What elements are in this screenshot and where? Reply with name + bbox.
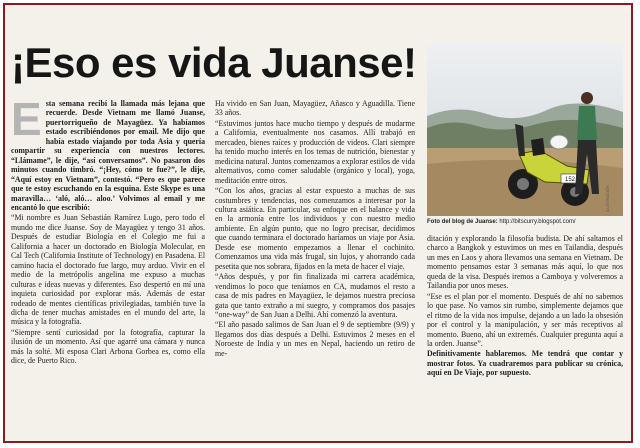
caption-url[interactable]: http://bitscurry.blogspot.com/ <box>499 219 576 225</box>
body-paragraph: “El año pasado salimos de San Juan el 9 de septiembre (9/9) y llegamos dos días después a Delhi. Estuvimos 2 meses en el Noroeste de India y un mes en Nepal, haciendo un retiro de me- <box>215 320 415 358</box>
article-column-2 <box>215 99 415 359</box>
intro-paragraph <box>11 93 205 212</box>
closing-paragraph: Definitivamente hablaremos. Me tendrá que contar y mostrar fotos. Ya cuadraremos para publicar su crónica, aquí en De Viaje, por supuesto. <box>427 349 623 378</box>
headline: ¡Eso es vida Juanse! <box>11 39 417 86</box>
article-column-3 <box>427 234 623 379</box>
body-paragraph: “Años después, y por fin finalizada mi carrera académica, vendimos lo poco que teníamos en CA, mudamos el resto a casa de mis padres en Mayagüez, le dejamos nuestra preciosa gata que tanto extraño a mi suegro, y compramos dos pasajes “one-way” de San Juan a Delhi. Ahí comenzó la aventura. <box>215 272 415 319</box>
body-paragraph: ditación y explorando la filosofía budista. De ahí saltamos el charco a Bangkok y estuvimos un mes en Tailandia, después un mes en Laos y ahora llevamos una semana en Vietnam. De momento pensamos estar 3 semanas más aquí, lo que nos queda de la visa. Después iremos a Camboya y volveremos a Tailandia por unos meses. <box>427 234 623 291</box>
caption-label: Foto del blog de Juanse: <box>427 219 498 225</box>
person-shirt <box>577 106 597 140</box>
body-paragraph: “Estuvimos juntos hace mucho tiempo y después de mudarme a California, eventualmente nos casamos. Allí trabajó en mercadeo, bienes raíces y producción de videos. Clari siempre ha tenido mucho interés en los temas de nutrición, bienestar y medicina natural. Juntos comenzamos a explorar estilos de vida alternativos, como comer saludable (orgánico y local), yoga, meditación entre otros. <box>215 118 415 185</box>
body-paragraph: “Siempre sentí curiosidad por la fotografía, capturar la ilusión de un momento. Así que agarré una cámara y nunca más la solté. Mi esposa Clari Arbona Gorbea es, como ella dice, de Puerto Rico. <box>11 327 205 366</box>
body-paragraph: “Ese es el plan por el momento. Después de ahí no sabemos lo que pase. No vamos sin rumbo, simplemente dejamos que el ritmo de la vida nos impulse, dejando a un lado la obsesión por el control y la manipulación, y ser más receptivos al momento. Bueno, ahí un extremés. Cualquier pregunta aquí a la orden. Juanse”. <box>427 291 623 348</box>
scooter-seat <box>531 138 545 156</box>
article-photo <box>427 44 623 216</box>
article-column-1 <box>11 93 205 367</box>
drop-cap: E <box>11 93 42 145</box>
body-paragraph: “Con los años, gracias al estar expuesto a muchas de sus costumbres y tendencias, nos comenzamos a interesar por la cultura asiática. En particular, su enfoque en el balance y vida en la armonía entre los individuos y con nuestro medio ambiente. En algún punto, que no logro precisar, decidimos que cuando terminara el doctorado haríamos un viaje por Asia. Desde ese momento empezamos a llenar el cochinito. Comenzamos una vida más frugal, sin lujos, y ahorrando cada pesetita que nos sobrara, fijados en la meta de hacer el viaje. <box>215 186 415 271</box>
person-head <box>581 92 593 104</box>
body-paragraph: Ha vivido en San Juan, Mayagüez, Añasco y Aguadilla. Tiene 33 años. <box>215 99 415 118</box>
license-plate-text: 152 <box>564 177 576 183</box>
body-paragraph: “Mi nombre es Juan Sebastián Ramírez Lugo, pero todo el mundo me dice Juanse. Soy de Mayagüez y tengo 31 años. Después de estudiar Biología en el Colegio me fui a California a hacer un doctorado en Biología Molecular, en Cal Tech (California Institute of Technology) en Pasadena. El camino hacia el doctorado fue largo, muy arduo. Vivir en el medio de la metrópolis angelina me expuso a muchas culturas e ideas nuevas y diferentes. Eso despertó en mí una inquieta curiosidad por explorar más. Además de estar rodeado de mentes científicas privilegiadas, también tuve la dicha de tener muchas amistades en el mundo del arte, la música y la fotografía. <box>11 213 205 327</box>
intro-text: sta semana recibí la llamada más lejana que recuerde. Desde Vietnam me llamó Juanse, puertorriqueño de Mayagüez. Ya habíamos estado escribiéndonos por email. Me dijo que había estado viajando por toda Asia y quería compartir su experiencia con nuestros lectores. “Llámame”, le dije, “así conversamos”. No pasaron dos minutos cuando timbró. “¡Hey, cómo te fue?”, le dije, “Aquí estoy en Vietnam”, contestó. “Pero es que parece que te estoy escuchando en la esquina. Este Skype es una maravilla… ‘aló, aló… aloo.’ Volvimos al email y me encantó lo que escribió: <box>11 99 205 212</box>
helmet <box>550 135 568 149</box>
photo-credit: ILUSTRACIÓN <box>605 185 610 212</box>
article-frame <box>3 3 633 443</box>
photo-caption <box>427 219 623 226</box>
scooter-photo-illustration <box>427 44 623 216</box>
